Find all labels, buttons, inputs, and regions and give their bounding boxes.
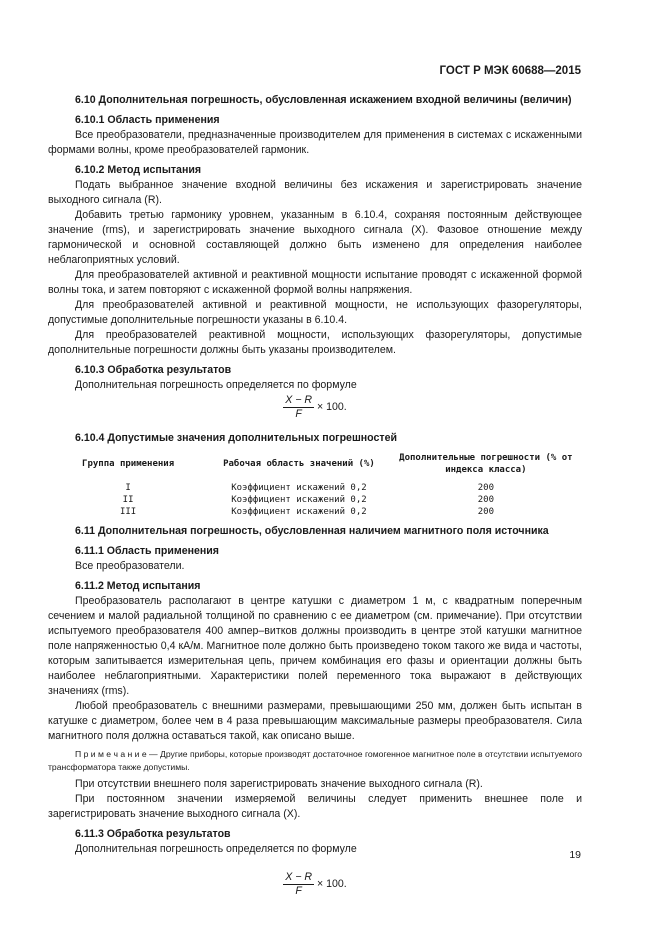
fraction-denominator: F [295,885,302,897]
paragraph: Добавить третью гармонику уровнем, указанным в 6.10.4, сохраняя постоянным действующее значение (rms), и зарегистрировать значение выходного сигнала (X). Фазовое отношение между гармонической и основной составляющей должно быть изменено для определения наиболее неблагоприятных условий. [48,209,582,266]
table-cell: 200 [477,507,494,517]
table-row [48,494,582,506]
section-6-10-4-title: 6.10.4 Допустимые значения дополнительных погрешностей [75,432,397,444]
error-limits-table [48,452,582,518]
table-cell: Коэффициент искажений 0,2 [231,495,367,505]
table-cell: I [125,483,131,493]
paragraph: Дополнительная погрешность определяется по формуле [75,379,357,391]
page-content [48,93,582,900]
fraction [283,394,314,421]
paragraph: Все преобразователи, предназначенные производителем для применения в системах с искаженными формами волны, кроме преобразователей гармоник. [48,129,582,156]
table-cell: 200 [477,495,494,505]
standard-designation: ГОСТ Р МЭК 60688—2015 [439,65,581,77]
table-row [48,506,582,518]
section-6-10-3-title: 6.10.3 Обработка результатов [75,364,232,376]
paragraph: Любой преобразователь с внешними размерами, превышающими 250 мм, должен быть испытан в катушке с диаметром, более чем в 4 раза превышающим максимальные размеры преобразователя. Сила магнитного поля должна оставаться такой, как описано выше. [48,700,582,742]
column-header: Группа применения [82,459,175,469]
table-cell: 200 [477,483,494,493]
table-cell: III [119,507,137,517]
paragraph: Дополнительная погрешность определяется по формуле [75,843,357,855]
column-header: Дополнительные погрешности (% от индекса класса) [399,453,573,475]
column-header: Рабочая область значений (%) [223,459,375,469]
section-6-10-1-title: 6.10.1 Область применения [75,114,220,126]
section-6-10-2-title: 6.10.2 Метод испытания [75,164,202,176]
paragraph: Для преобразователей активной и реактивной мощности испытание проводят с искаженной формой волны тока, и затем повторяют с искаженной формой волны напряжения. [48,269,582,296]
table-header-row [48,452,582,482]
table-cell: Коэффициент искажений 0,2 [231,507,367,517]
section-6-11-1-title: 6.11.1 Область применения [75,545,219,557]
paragraph: При отсутствии внешнего поля зарегистрировать значение выходного сигнала (R). [75,778,483,790]
table-cell: II [122,495,134,505]
paragraph: Для преобразователей реактивной мощности, использующих фазорегуляторы, допустимые дополнительные погрешности должны быть указаны производителем. [48,329,582,356]
section-6-10-title: 6.10 Дополнительная погрешность, обусловленная искажением входной величины (величин) [75,94,572,106]
fraction-numerator: X − R [285,394,313,406]
formula-multiplier: × 100. [317,401,347,413]
fraction [283,871,314,898]
fraction-denominator: F [295,408,302,420]
page-number: 19 [569,849,581,861]
paragraph: Подать выбранное значение входной величины без искажения и зарегистрировать значение выходного сигнала (R). [48,179,582,206]
paragraph: Для преобразователей активной и реактивной мощности, не использующих фазорегуляторы, допустимые дополнительные погрешности указаны в 6.10.4. [48,299,582,326]
paragraph: Все преобразователи. [75,560,185,572]
section-6-11-3-title: 6.11.3 Обработка результатов [75,828,231,840]
table-cell: Коэффициент искажений 0,2 [231,483,367,493]
paragraph: При постоянном значении измеряемой величины следует применить внешнее поле и зарегистрировать значение выходного сигнала (X). [48,793,582,820]
section-6-11-2-title: 6.11.2 Метод испытания [75,580,201,592]
table-row [48,482,582,494]
note: П р и м е ч а н и е — Другие приборы, которые производят достаточное гомогенное магнитное поле в отсутствии испытуемого трансформатора также допустимы. [48,749,582,772]
paragraph: Преобразователь располагают в центре катушки с диаметром 1 м, с квадратным поперечным сечением и малой радиальной толщиной по сравнению с ее диаметром (см. примечание). При отсутствии испытуемого преобразователя 400 ампер–витков должны производить в центре этой катушки магнитное поле напряженностью 0,4 кА/м. Магнитное поле должно быть произведено током такого же вида и частоты, которым запитывается измерительная цепь, причем комбинация его фазы и ориентации должны быть наиболее неблагоприятными. Характеристики полей переменного тока выражают в действующих значениях (rms). [48,595,582,697]
formula [48,871,582,898]
formula-multiplier: × 100. [317,878,347,890]
formula [48,394,582,421]
fraction-numerator: X − R [285,871,313,883]
section-6-11-title: 6.11 Дополнительная погрешность, обусловленная наличием магнитного поля источника [75,525,549,537]
